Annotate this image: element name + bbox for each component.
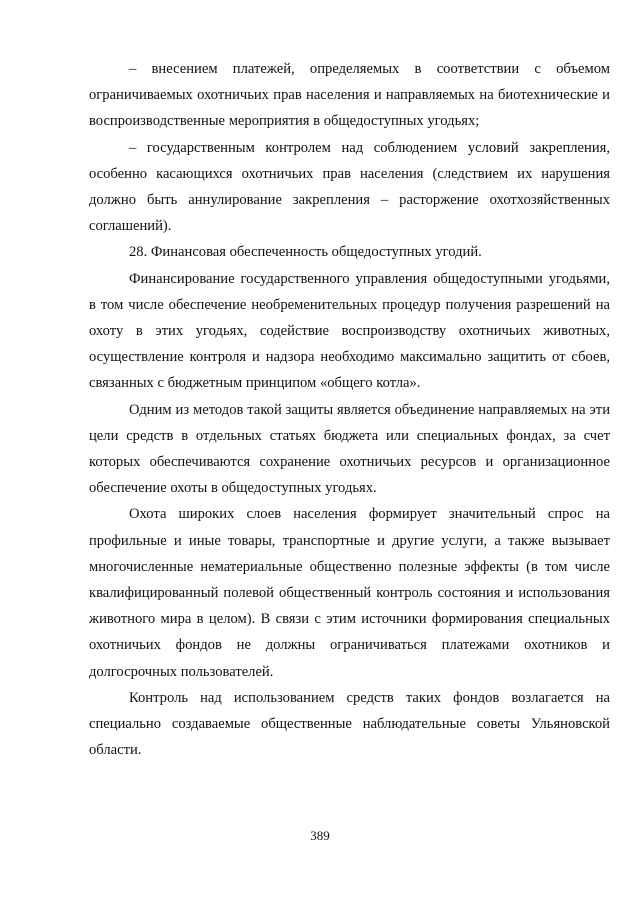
section-heading-financial-provision: 28. Финансовая обеспеченность общедоступных угодий.: [129, 244, 482, 261]
paragraph-protection-methods: Одним из методов такой защиты является объединение направляемых на эти цели средств в отдельных статьях бюджета или специальных фондах, за счет которых обеспечиваются сохранение охотничьих ресурсов и организационное обеспечение охоты в общедоступных угодьях.: [89, 401, 610, 497]
page-number: 389: [310, 828, 330, 843]
paragraph-hunting-demand: Охота широких слоев населения формирует значительный спрос на профильные и иные товары, транспортные и другие услуги, а также вызывает многочисленные нематериальные общественно полезные эффекты (в том числе квалифицированный полевой общественный контроль состояния и использования животного мира в целом). В связи с этим источники формирования специальных охотничьих фондов не должны ограничиваться платежами охотников и долгосрочных пользователей.: [89, 506, 610, 680]
paragraph-state-control: – государственным контролем над соблюдением условий закрепления, особенно касающихся охотничьих прав населения (следствием их нарушения должно быть аннулирование закрепления – расторжение охотхозяйственных соглашений).: [89, 139, 610, 235]
document-body: [89, 56, 610, 763]
paragraph-fund-control: Контроль над использованием средств таких фондов возлагается на специально создаваемые общественные наблюдательные советы Ульяновской области.: [89, 689, 610, 759]
paragraph-financing: Финансирование государственного управления общедоступными угодьями, в том числе обеспечение необременительных процедур получения разрешений на охоту в этих угодьях, содействие воспроизводству охотничьих животных, осуществление контроля и надзора необходимо максимально защитить от сбоев, связанных с бюджетным принципом «общего котла».: [89, 270, 610, 392]
paragraph-payments: – внесением платежей, определяемых в соответствии с объемом ограничиваемых охотничьих прав населения и направляемых на биотехнические и воспроизводственные мероприятия в общедоступных угодьях;: [89, 61, 610, 130]
